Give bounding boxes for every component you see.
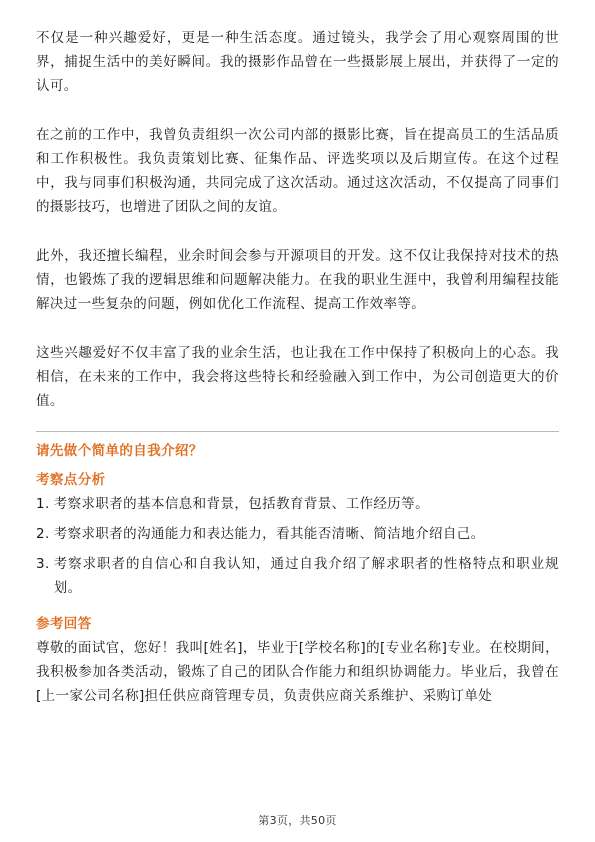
page-number-footer: 第3页，共50页	[258, 814, 337, 827]
analysis-item	[36, 492, 559, 516]
analysis-item	[36, 552, 559, 600]
analysis-item	[36, 522, 559, 546]
answer-paragraph: 尊敬的面试官，您好！我叫[姓名]，毕业于[学校名称]的[专业名称]专业。在校期间，我积极参加各类活动，锻炼了自己的团队合作能力和组织协调能力。毕业后，我曾在[上一家公司名称]担任供应商管理专员，负责供应商关系维护、采购订单处	[36, 640, 559, 704]
list-number: 1.	[36, 496, 50, 512]
interview-question: 请先做个简单的自我介绍？	[36, 443, 203, 459]
list-text: 考察求职者的基本信息和背景，包括教育背景、工作经历等。	[53, 496, 429, 512]
paragraph-gap	[36, 219, 559, 244]
answer-heading: 参考回答	[36, 616, 92, 632]
paragraph-gap	[36, 98, 559, 123]
list-text: 考察求职者的沟通能力和表达能力，看其能否清晰、简洁地介绍自己。	[53, 526, 485, 542]
page-content	[36, 26, 559, 708]
analysis-heading: 考察点分析	[36, 472, 106, 488]
paragraph-gap	[36, 316, 559, 341]
body-paragraph-2: 在之前的工作中，我曾负责组织一次公司内部的摄影比赛，旨在提高员工的生活品质和工作积极性。我负责策划比赛、征集作品、评选奖项以及后期宣传。在这个过程中，我与同事们积极沟通，共同完成了这次活动。通过这次活动，不仅提高了同事们的摄影技巧，也增进了团队之间的友谊。	[36, 127, 559, 215]
list-number: 2.	[36, 526, 50, 542]
list-text: 考察求职者的自信心和自我认知，通过自我介绍了解求职者的性格特点和职业规划。	[53, 556, 559, 596]
list-number: 3.	[36, 556, 50, 572]
section-divider	[36, 431, 559, 432]
body-paragraph-3: 此外，我还擅长编程，业余时间会参与开源项目的开发。这不仅让我保持对技术的热情，也锻炼了我的逻辑思维和问题解决能力。在我的职业生涯中，我曾利用编程技能解决过一些复杂的问题，例如优化工作流程、提高工作效率等。	[36, 248, 559, 312]
body-paragraph-4: 这些兴趣爱好不仅丰富了我的业余生活，也让我在工作中保持了积极向上的心态。我相信，在未来的工作中，我会将这些特长和经验融入到工作中，为公司创造更大的价值。	[36, 345, 559, 409]
body-paragraph-1: 不仅是一种兴趣爱好，更是一种生活态度。通过镜头，我学会了用心观察周围的世界，捕捉生活中的美好瞬间。我的摄影作品曾在一些摄影展上展出，并获得了一定的认可。	[36, 30, 559, 94]
